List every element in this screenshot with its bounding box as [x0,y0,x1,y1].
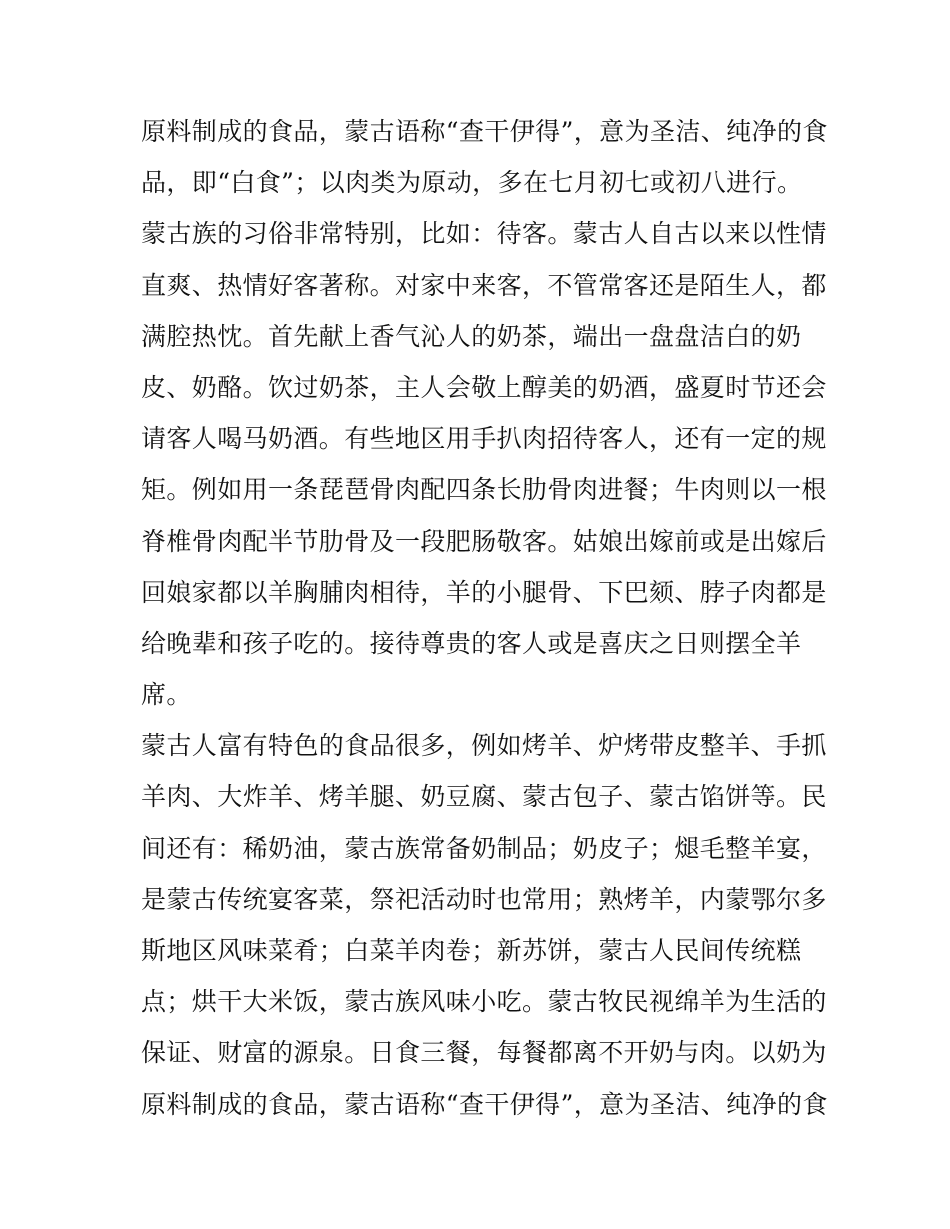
text-line: 满腔热忱。首先献上香气沁人的奶茶，端出一盘盘洁白的奶 [141,321,802,351]
text-line: 间还有：稀奶油，蒙古族常备奶制品；奶皮子；煺毛整羊宴， [141,833,827,863]
text-line: 皮、奶酪。饮过奶茶，主人会敬上醇美的奶酒，盛夏时节还会 [141,372,827,402]
text-line: 直爽、热情好客著称。对家中来客，不管常客还是陌生人，都 [141,270,827,300]
text-line: 给晚辈和孩子吃的。接待尊贵的客人或是喜庆之日则摆全羊 [141,628,802,658]
text-line: 羊肉、大炸羊、烤羊腿、奶豆腐、蒙古包子、蒙古馅饼等。民 [141,782,827,812]
text-line: 点；烘干大米饭，蒙古族风味小吃。蒙古牧民视绵羊为生活的 [141,987,827,1017]
paragraph-3 [141,720,828,1130]
text-line: 蒙古族的习俗非常特别，比如：待客。蒙古人自古以来以性情 [141,219,827,249]
text-line: 斯地区风味菜肴；白菜羊肉卷；新苏饼，蒙古人民间传统糕 [141,936,802,965]
text-line: 保证、财富的源泉。日食三餐，每餐都离不开奶与肉。以奶为 [141,1038,827,1068]
paragraph-1 [141,106,828,208]
document-body [141,106,828,1130]
text-line: 蒙古人富有特色的食品很多，例如烤羊、炉烤带皮整羊、手抓 [141,731,827,761]
text-line: 原料制成的食品，蒙古语称“查干伊得”，意为圣洁、纯净的食 [141,117,828,146]
text-line: 回娘家都以羊胸脯肉相待，羊的小腿骨、下巴颏、脖子肉都是 [141,577,827,607]
text-line: 矩。例如用一条琵琶骨肉配四条长肋骨肉进餐；牛肉则以一根 [141,475,827,505]
text-line: 原料制成的食品，蒙古语称“查干伊得”，意为圣洁、纯净的食 [141,1089,828,1119]
paragraph-2 [141,208,827,720]
text-line: 请客人喝马奶酒。有些地区用手扒肉招待客人，还有一定的规 [141,424,827,454]
text-line: 脊椎骨肉配半节肋骨及一段肥肠敬客。姑娘出嫁前或是出嫁后 [141,526,827,556]
text-line: 是蒙古传统宴客菜，祭祀活动时也常用；熟烤羊，内蒙鄂尔多 [141,884,827,914]
text-line: 席。 [141,680,192,710]
text-line: 品，即“白食”；以肉类为原动，多在七月初七或初八进行。 [141,168,803,198]
